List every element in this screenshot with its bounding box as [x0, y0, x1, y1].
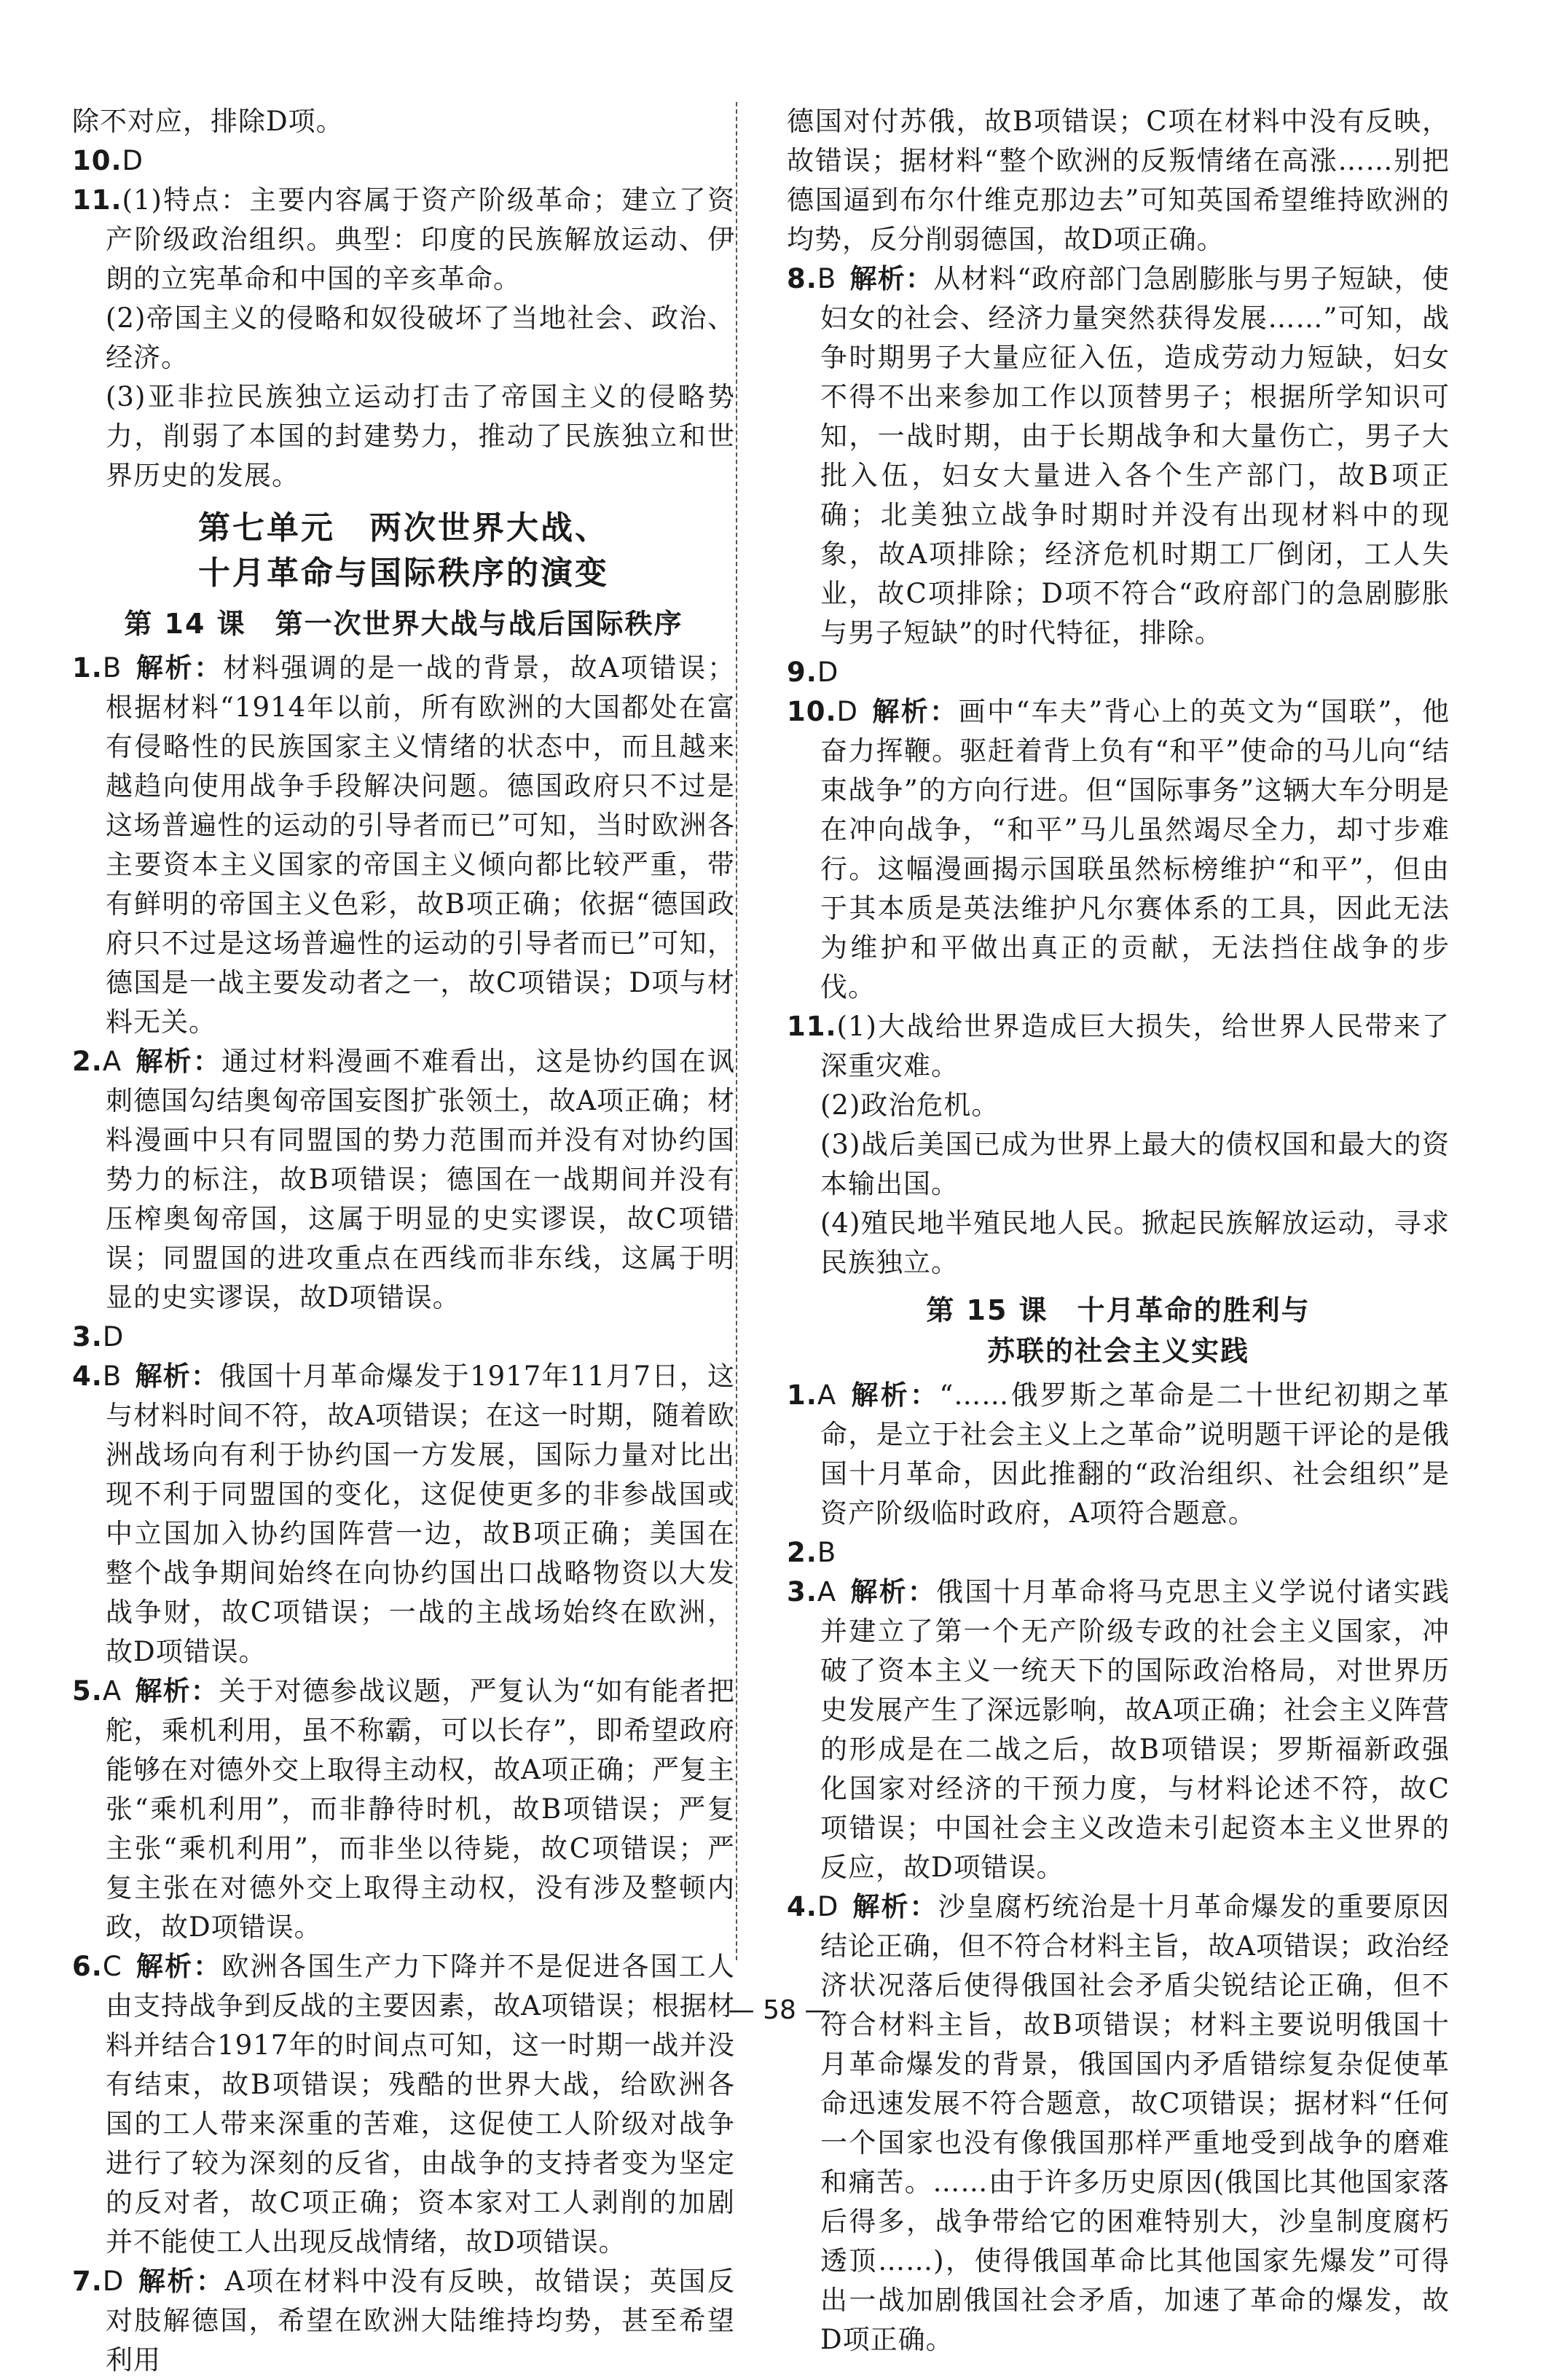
- unit-title: 第七单元 两次世界大战、 十月革命与国际秩序的演变: [198, 509, 609, 592]
- lesson-15-title: 第 15 课 十月革命的胜利与 苏联的社会主义实践: [926, 1294, 1311, 1367]
- l15-item-2: 2.B: [787, 1537, 837, 1568]
- l14-item-11-part-3: (3)战后美国已成为世界上最大的债权国和最大的资本输出国。: [820, 1129, 1450, 1199]
- l14-item-1: 1.B 解析：材料强调的是一战的背景，故A项错误；根据材料“1914年以前，所有欧洲的大国都处在富有侵略性的民族国家主义情绪的状态中，而且越来越趋向使用战争手段解决问题。德国政府只不过是这场普遍性的运动的引导者而已”可知，当时欧洲各主要资本主义国家的帝国主义倾向都比较严重，带有鲜明的帝国主义色彩，故B项正确；依据“德国政府只不过是这场普遍性的运动的引导者而已”可知，德国是一战主要发动者之一，故C项错误；D项与材料无关。: [72, 652, 735, 1038]
- l14-item-2: 2.A 解析：通过材料漫画不难看出，这是协约国在讽刺德国勾结奥匈帝国妄图扩张领土，故A项正确；材料漫画中只有同盟国的势力范围而并没有对协约国势力的标注，故B项错误；德国在一战期间并没有压榨奥匈帝国，这属于明显的史实谬误，故C项错误；同盟国的进攻重点在西线而非东线，这属于明显的史实谬误，故D项错误。: [72, 1046, 736, 1313]
- continued-text: 除不对应，排除D项。: [72, 106, 344, 137]
- l14-item-10: 10.D 解析：画中“车夫”背心上的英文为“国联”，他奋力挥鞭。驱赶着背上负有“和平”使命的马儿向“结束战争”的方向行进。但“国际事务”这辆大车分明是在冲向战争，“和平”马儿虽然竭尽全力，却寸步难行。这幅漫画揭示国联虽然标榜维护“和平”，但由于其本质是英法维护凡尔赛体系的工具，因此无法为维护和平做出真正的贡献，无法挡住战争的步伐。: [787, 696, 1450, 1003]
- page-number: — 58 —: [728, 1995, 831, 2025]
- left-column: [72, 102, 735, 2380]
- answer-item-11-part-3: (3)亚非拉民族独立运动打击了帝国主义的侵略势力，削弱了本国的封建势力，推动了民族独立和世界历史的发展。: [106, 381, 735, 491]
- l14-item-6: 6.C 解析：欧洲各国生产力下降并不是促进各国工人由支持战争到反战的主要因素，故A项错误；根据材料并结合1917年的时间点可知，这一时期一战并没有结束，故B项错误；残酷的世界大战，给欧洲各国的工人带来深重的苦难，这促使工人阶级对战争进行了较为深刻的反省，由战争的支持者变为坚定的反对者，故C项正确；资本家对工人剥削的加剧并不能使工人出现反战情绪，故D项错误。: [72, 1951, 735, 2258]
- l14-item-11: 11.(1)大战给世界造成巨大损失，给世界人民带来了深重灾难。: [787, 1011, 1450, 1081]
- l14-item-9: 9.D: [787, 657, 839, 688]
- l14-item-11-part-2: (2)政治危机。: [820, 1089, 1000, 1121]
- l14-item-8: 8.B 解析：从材料“政府部门急剧膨胀与男子短缺，使妇女的社会、经济力量突然获得发展……”可知，战争时期男子大量应征入伍，造成劳动力短缺，妇女不得不出来参加工作以顶替男子；根据所学知识可知，一战时期，由于长期战争和大量伤亡，男子大批入伍，妇女大量进入各个生产部门，故B项正确；北美独立战争时期时并没有出现材料中的现象，故A项排除；经济危机时期工厂倒闭，工人失业，故C项排除；D项不符合“政府部门的急剧膨胀与男子短缺”的时代特征，排除。: [787, 263, 1450, 649]
- l15-item-4: 4.D 解析：沙皇腐朽统治是十月革命爆发的重要原因结论正确，但不符合材料主旨，故A项错误；政治经济状况落后使得俄国社会矛盾尖锐结论正确，但不符合材料主旨，故B项错误；材料主要说明俄国十月革命爆发的背景，俄国国内矛盾错综复杂促使革命迅速发展不符合题意，故C项错误；据材料“任何一个国家也没有像俄国那样严重地受到战争的磨难和痛苦。……由于许多历史原因(俄国比其他国家落后得多，战争带给它的困难特别大，沙皇制度腐朽透顶……)，使得俄国革命比其他国家先爆发”可得出一战加剧俄国社会矛盾，加速了革命的爆发，故D项正确。: [787, 1891, 1450, 2355]
- l14-item-7: 7.D 解析：A项在材料中没有反映，故错误；英国反对肢解德国，希望在欧洲大陆维持均势，甚至希望利用: [72, 2266, 735, 2376]
- continued-text: 德国对付苏俄，故B项错误；C项在材料中没有反映，故错误；据材料“整个欧洲的反叛情绪在高涨……别把德国逼到布尔什维克那边去”可知英国希望维持欧洲的均势，反分削弱德国，故D项正确。: [787, 106, 1450, 255]
- column-divider: [736, 102, 737, 1960]
- answer-item-11-part-2: (2)帝国主义的侵略和奴役破坏了当地社会、政治、经济。: [106, 302, 735, 373]
- lesson-14-title: 第 14 课 第一次世界大战与战后国际秩序: [124, 608, 683, 640]
- l14-item-11-part-4: (4)殖民地半殖民地人民。掀起民族解放运动，寻求民族独立。: [820, 1207, 1450, 1278]
- answer-item-10: 10.D: [72, 145, 144, 176]
- l14-item-5: 5.A 解析：关于对德参战议题，严复认为“如有能者把舵，乘机利用，虽不称霸，可以长存”，即希望政府能够在对德外交上取得主动权，故A项正确；严复主张“乘机利用”，而非静待时机，故B项错误；严复主张“乘机利用”，而非坐以待毙，故C项错误；严复主张在对德外交上取得主动权，没有涉及整顿内政，故D项错误。: [72, 1675, 736, 1943]
- l15-item-1: 1.A 解析：“……俄罗斯之革命是二十世纪初期之革命，是立于社会主义上之革命”说明题干评论的是俄国十月革命，因此推翻的“政治组织、社会组织”是资产阶级临时政府，A项符合题意。: [787, 1379, 1450, 1529]
- answer-item-11: 11.(1)特点：主要内容属于资产阶级革命；建立了资产阶级政治组织。典型：印度的民族解放运动、伊朗的立宪革命和中国的辛亥革命。: [72, 184, 735, 294]
- l14-item-3: 3.D: [72, 1321, 125, 1353]
- l15-item-3: 3.A 解析：俄国十月革命将马克思主义学说付诸实践并建立了第一个无产阶级专政的社会主义国家，冲破了资本主义一统天下的国际政治格局，对世界历史发展产生了深远影响，故A项正确；社会主义阵营的形成是在二战之后，故B项错误；罗斯福新政强化国家对经济的干预力度，与材料论述不符，故C项错误；中国社会主义改造未引起资本主义世界的反应，故D项错误。: [787, 1576, 1450, 1883]
- l14-item-4: 4.B 解析：俄国十月革命爆发于1917年11月7日，这与材料时间不符，故A项错误；在这一时期，随着欧洲战场向有利于协约国一方发展，国际力量对比出现不利于同盟国的变化，这促使更多的非参战国或中立国加入协约国阵营一边，故B项正确；美国在整个战争期间始终在向协约国出口战略物资以大发战争财，故C项错误；一战的主战场始终在欧洲，故D项错误。: [72, 1361, 735, 1667]
